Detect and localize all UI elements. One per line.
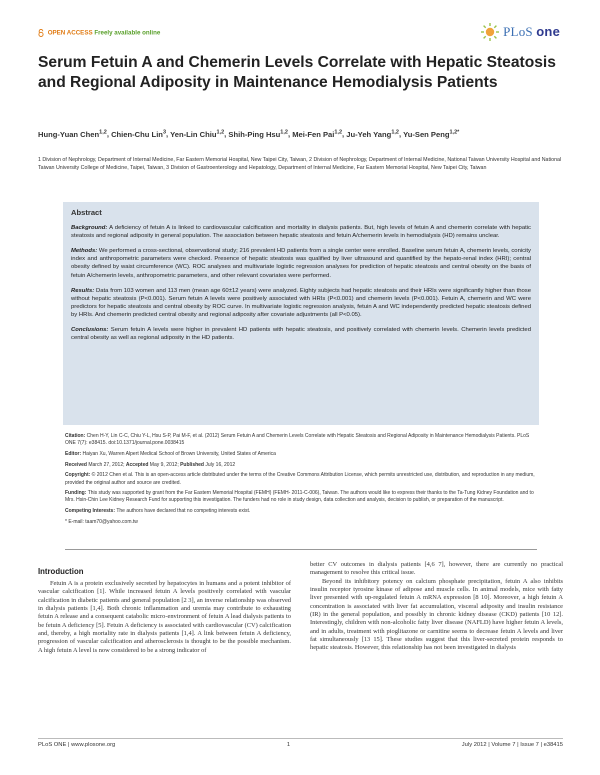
plos-sun-icon [480, 22, 500, 42]
author-name: Yen-Lin Chiu$^{1,2}$ [170, 129, 225, 139]
author-name: Chien-Chu Lin$^3$ [111, 129, 167, 139]
freely-available-label: Freely available online [94, 29, 161, 37]
access-label: ACCESS [66, 29, 93, 37]
footer-journal[interactable]: PLoS ONE | www.plosone.org [38, 742, 116, 748]
corresponding-email[interactable]: * E-mail: taam70@yahoo.com.tw [65, 518, 138, 525]
abstract-methods: Methods: We performed a cross-sectional, observational study; 216 prevalent HD patients from a single center were enrolled. Baseline serum fetuin A, chemerin levels, conicity index and anthropometric parameters were checked. Presence of hepatic steatosis was qualified by liver ultrasound and quantified by the hepato-renal index (HRI); central obesity defined by waist circumference (WC). ROC analyses and multivariate logistic regression analyses for prediction of hepatic steatosis and central obesity on the basis of fetuin A/chemerin levels, anthropometric parameters, and other relevant covariates were performed. [71, 248, 531, 279]
introduction-heading: Introduction [38, 567, 84, 576]
funding: Funding: This study was supported by grant from the Far Eastern Memorial Hospital (FEMH) (FEMH- 2011-C-006), Taiwan. The authors would like to express their thanks to the Ta-Tung Kidney Foundation and to Mrs. Hsin-Chin Lee Kidney Research Fund for supporting this investigation. The funders had no role in study design, data collection and analysis, decision to publish, or preparation of the manuscript. [65, 490, 534, 504]
body-column-left [38, 580, 291, 655]
abstract-heading: Abstract [71, 208, 102, 217]
article-metadata [65, 433, 537, 530]
article-title: Serum Fetuin A and Chemerin Levels Correlate with Hepatic Steatosis and Regional Adiposity in Maintenance Hemodialysis Patients [38, 54, 556, 91]
intro-paragraph-2: Beyond its inhibitory potency on calcium phosphate precipitation, fetuin A also inhibits insulin receptor tyrosine kinase of adipose and muscle cells. In animal models, mice with fatty liver presented with up-regulated fetuin A mRNA expression [8 10]. Moreover, a high fetuin A concentration is associated with liver fat accumulation, visceral adiposity and insulin resistance (IR) in the general population, and possibly in chronic kidney disease (CKD) patients [10 12]. Interestingly, children with non-alcoholic fatty liver disease (NAFLD) have higher fetuin A levels, and in adults, treatment with pioglitazone or carnitine seems to decrease fetuin A levels and liver fat simultaneously [13 15]. These studies suggest that this liver-secreted protein responds to hepatic steatosis. However, this relationship has not been investigated in dialysis [310, 577, 563, 652]
author-name: Shih-Ping Hsu$^{1,2}$ [228, 129, 288, 139]
abstract-results: Results: Data from 103 women and 113 men (mean age 60±12 years) were analyzed. Eighty subjects had hepatic steatosis and their HRIs were significantly higher than those without hepatic steatosis (P<0.001). Serum fetuin A levels were positively associated with HRIs (P<0.001) and chemerin levels (P<0.001). Fetuin A, chemerin and WC were predictors for hepatic steatosis and central obesity by ROC curve. In multivariate logistic regression analysis, fetuin A and WC independently predicted hepatic steatosis defined by HRIs. And chemerin predicted central obesity and regional adiposity after covariate adjustments (all P<0.05). [71, 287, 531, 318]
abstract-conclusions: Conclusions: Serum fetuin A levels were higher in prevalent HD patients with hepatic steatosis, and positively correlated with chemerin levels. Chemerin levels predicted central obesity as well as regional adiposity in the HD patients. [71, 327, 531, 342]
abstract-background: Background: A deficiency of fetuin A is linked to cardiovascular calcification and mortality in dialysis patients. But, high levels of fetuin A and chemerin correlate with hepatic steatosis and regional adiposity in general population. The association between hepatic steatosis and fetuin A/chemerin levels in hemodialysis (HD) remains unclear. [71, 225, 531, 240]
abstract-box [63, 202, 539, 425]
open-access-label: OPEN [47, 29, 66, 37]
author-list: Hung-Yuan Chen$^{1,2}$, Chien-Chu Lin$^3$, Yen-Lin Chiu$^{1,2}$, Shih-Ping Hsu$^{1,2}$, Mei-Fen Pai$^{1,2}$, Ju-Yeh Yang$^{1,2}$, Yu-Sen Peng$^{1,2*}$ [38, 129, 460, 139]
editor: Editor: Haiyan Xu, Warren Alpert Medical School of Brown University, United States of America [65, 450, 276, 457]
footer-issue: July 2012 | Volume 7 | Issue 7 | e38415 [461, 742, 563, 748]
page-number: 1 [286, 742, 291, 748]
open-access-banner [38, 29, 160, 37]
affiliations: 1 Division of Nephrology, Department of Internal Medicine, Far Eastern Memorial Hospital, New Taipei City, Taiwan, 2 Division of Nephrology, Department of Internal Medicine, National Taiwan University Hospital and National Taiwan University College of Medicine, Taipei, Taiwan, 3 Division of Gastroenterology and Hepatology, Department of Internal Medicine, Far Eastern Memorial Hospital, New Taipei City, Taiwan [38, 157, 562, 172]
competing-interests: Competing Interests: The authors have declared that no competing interests exist. [65, 508, 251, 515]
intro-paragraph-1: Fetuin A is a protein exclusively secreted by hepatocytes in humans and a potent inhibitor of vascular calcification [1]. While increased fetuin A levels positively correlated with vascular calcification in diabetic patients and general population [2 3], an inverse relationship was observed in dialysis patients [1,4]. Both chronic inflammation and uremia may contribute to exhausting fetuin A release and a consequent catabolic micro-environment of fetuin A lead dialysis patients to be fetuin A deficiency [5]. Fetuin A deficiency is associated with cardiovascular (CV) calcification and, thereby, a high mortality rate in dialysis patients [1,4]. A link between fetuin A deficiency, progression of vascular calcification and atherosclerosis is thought to be the possible mechanism. A high fetuin A level is now considered to be a strong indicator of [38, 580, 291, 654]
page-footer [38, 738, 563, 748]
author-name: Hung-Yuan Chen$^{1,2}$ [38, 129, 107, 139]
citation: Citation: Chen H-Y, Lin C-C, Chiu Y-L, Hsu S-P, Pai M-F, et al. (2012) Serum Fetuin A and Chemerin Levels Correlate with Hepatic Steatosis and Regional Adiposity in Maintenance Hemodialysis Patients. PLoS ONE 7(7): e38415. doi:10.1371/journal.pone.0038415 [65, 433, 530, 447]
dates: Received March 27, 2012; Accepted May 9, 2012; Published July 16, 2012 [65, 461, 236, 468]
body-column-right [310, 561, 563, 653]
author-name: Ju-Yeh Yang$^{1,2}$ [346, 129, 399, 139]
author-name: Yu-Sen Peng$^{1,2*}$ [403, 129, 460, 139]
section-divider [65, 549, 537, 550]
copyright: Copyright: © 2012 Chen et al. This is an open-access article distributed under the terms of the Creative Commons Attribution License, which permits unrestricted use, distribution, and reproduction in any medium, provided the original author and source are credited. [65, 472, 535, 486]
author-name: Mei-Fen Pai$^{1,2}$ [292, 129, 343, 139]
journal-logo [480, 22, 560, 42]
journal-logo-text: PLoS one [503, 24, 560, 39]
intro-paragraph-1-continued: better CV outcomes in dialysis patients [4,6 7], however, there are currently no practical management to resolve this critical issue. [310, 561, 563, 577]
open-access-lock-icon [38, 29, 44, 37]
